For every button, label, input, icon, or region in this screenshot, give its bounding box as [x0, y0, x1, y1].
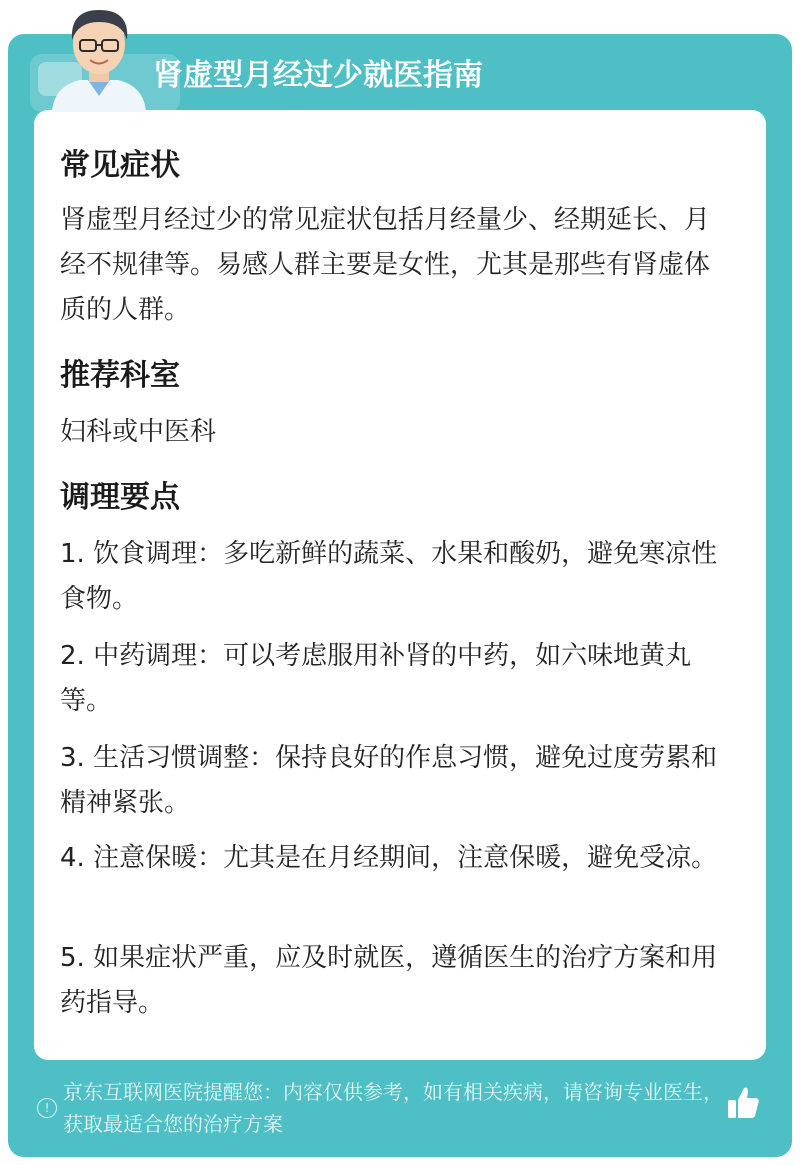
- page-title: 肾虚型月经过少就医指南: [153, 58, 483, 93]
- thumbs-up-icon[interactable]: [726, 1084, 760, 1120]
- doctor-avatar-icon: [44, 0, 154, 112]
- department-text: 妇科或中医科: [60, 417, 217, 447]
- footer-disclaimer: 京东互联网医院提醒您：内容仅供参考，如有相关疾病，请咨询专业医生，获取最适合您的治疗方案: [63, 1080, 723, 1136]
- department-heading: 推荐科室: [60, 358, 180, 393]
- care-item-4: 4. 注意保暖：尤其是在月经期间，注意保暖，避免受凉。: [60, 843, 718, 873]
- info-icon: !: [37, 1098, 57, 1118]
- care-heading: 调理要点: [60, 480, 180, 515]
- care-item-3: 3. 生活习惯调整：保持良好的作息习惯，避免过度劳累和精神紧张。: [60, 743, 718, 818]
- care-item-5: 5. 如果症状严重，应及时就医，遵循医生的治疗方案和用药指导。: [60, 943, 718, 1018]
- care-item-2: 2. 中药调理：可以考虑服用补肾的中药，如六味地黄丸等。: [60, 641, 692, 716]
- symptoms-heading: 常见症状: [60, 148, 180, 183]
- care-item-1: 1. 饮食调理：多吃新鲜的蔬菜、水果和酸奶，避免寒凉性食物。: [60, 539, 718, 614]
- content-card: [34, 110, 766, 1060]
- symptoms-text: 肾虚型月经过少的常见症状包括月经量少、经期延长、月经不规律等。易感人群主要是女性，尤其是那些有肾虚体质的人群。: [60, 205, 711, 325]
